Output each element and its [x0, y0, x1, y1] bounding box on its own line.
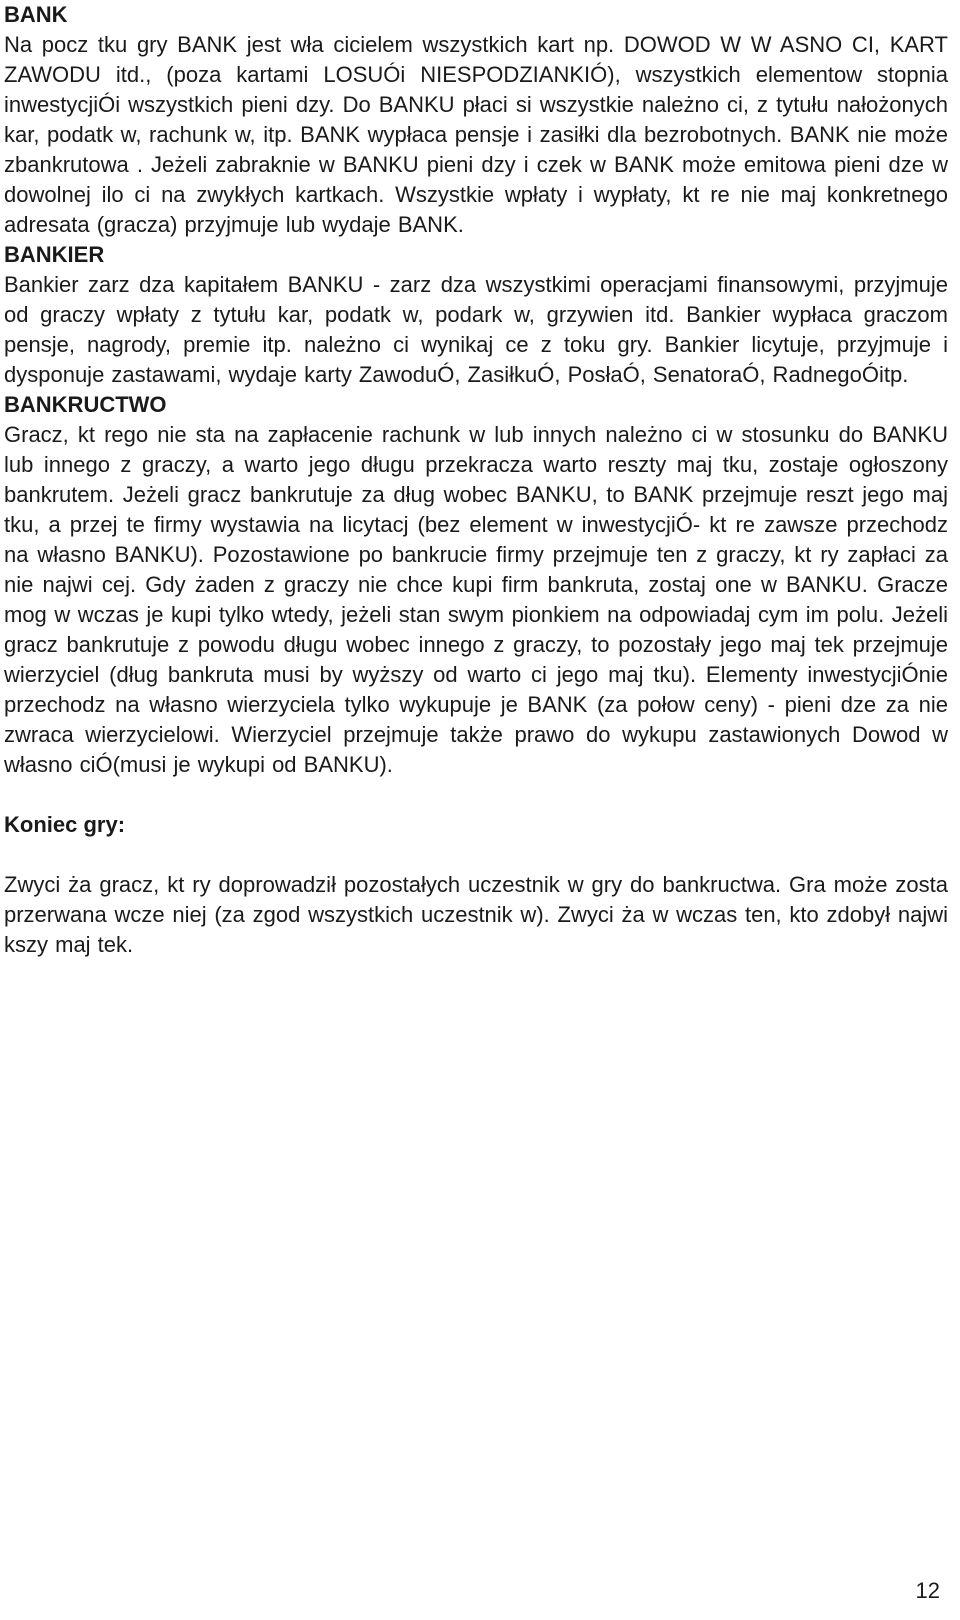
section-heading-koniec-gry: Koniec gry: [4, 812, 126, 837]
section-text-bankructwo: Gracz, kt rego nie sta na zapłacenie rachunk w lub innych należno ci w stosunku do BANKU lub innego z graczy, a warto jego długu przekracza warto reszty maj tku, zostaje ogłoszony bankrutem. Jeżeli gracz bankrutuje za dług wobec BANKU, to BANK przejmuje reszt jego maj tku, a przej te firmy wystawia na licytacj (bez element w inwestycjiÓ- kt re zawsze przechodz na własno BANKU). Pozostawione po bankrucie firmy przejmuje ten z graczy, kt ry zapłaci za nie najwi cej. Gdy żaden z graczy nie chce kupi firm bankruta, zostaj one w BANKU. Gracze mog w wczas je kupi tylko wtedy, jeżeli stan swym pionkiem na odpowiadaj cym im polu. Jeżeli gracz bankrutuje z powodu długu wobec innego z graczy, to pozostały jego maj tek przejmuje wierzyciel (dług bankruta musi by wyższy od warto ci jego maj tku). Elementy inwestycjiÓnie przechodz na własno wierzyciela tylko wykupuje je BANK (za połow ceny) - pieni dze za nie zwraca wierzycielowi. Wierzyciel przejmuje także prawo do wykupu zastawionych Dowod w własno ciÓ(musi je wykupi od BANKU). [4, 422, 948, 777]
section-heading-bankier: BANKIER [4, 242, 105, 267]
section-heading-bank: BANK [4, 2, 68, 27]
section-text-koniec-gry: Zwyci ża gracz, kt ry doprowadził pozostałych uczestnik w gry do bankructwa. Gra może zosta przerwana wcze niej (za zgod wszystkich uczestnik w). Zwyci ża w wczas ten, kto zdobył najwi kszy maj tek. [4, 872, 948, 957]
page-content [4, 0, 948, 960]
section-heading-bankructwo: BANKRUCTWO [4, 392, 167, 417]
section-text-bank: Na pocz tku gry BANK jest wła cicielem wszystkich kart np. DOWOD W W ASNO CI, KART ZAWODU itd., (poza kartami LOSUÓi NIESPODZIANKIÓ), wszystkich elementow stopnia inwestycjiÓi wszystkich pieni dzy. Do BANKU płaci si wszystkie należno ci, z tytułu nałożonych kar, podatk w, rachunk w, itp. BANK wypłaca pensje i zasiłki dla bezrobotnych. BANK nie może zbankrutowa . Jeżeli zabraknie w BANKU pieni dzy i czek w BANK może emitowa pieni dze w dowolnej ilo ci na zwykłych kartkach. Wszystkie wpłaty i wypłaty, kt re nie maj konkretnego adresata (gracza) przyjmuje lub wydaje BANK. [4, 32, 948, 237]
page-number: 12 [915, 1578, 940, 1603]
section-text-bankier: Bankier zarz dza kapitałem BANKU - zarz dza wszystkimi operacjami finansowymi, przyjmuje od graczy wpłaty z tytułu kar, podatk w, podark w, grzywien itd. Bankier wypłaca graczom pensje, nagrody, premie itp. należno ci wynikaj ce z toku gry. Bankier licytuje, przyjmuje i dysponuje zastawami, wydaje karty ZawoduÓ, ZasiłkuÓ, PosłaÓ, SenatoraÓ, RadnegoÓitp. [4, 272, 948, 387]
